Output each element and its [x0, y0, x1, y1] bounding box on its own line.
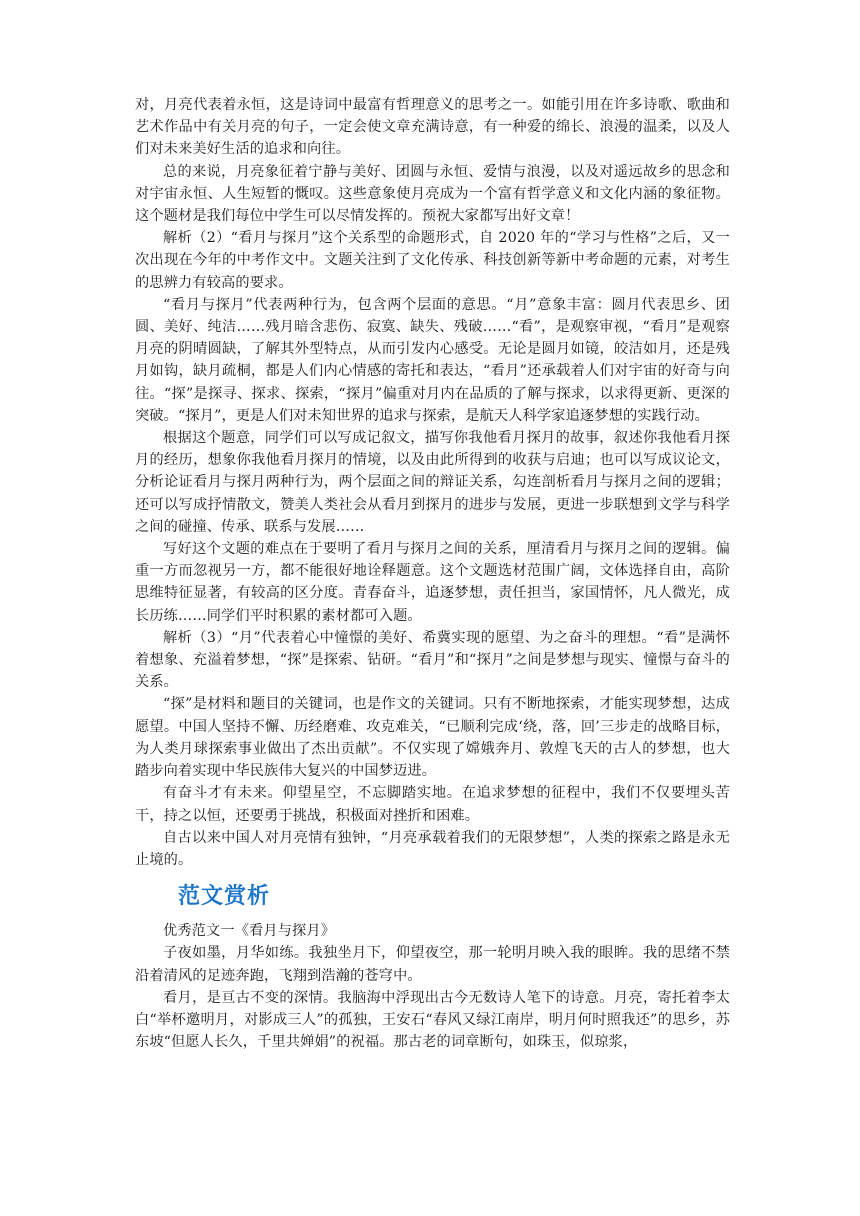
paragraph-analysis-2-meaning: “看月与探月”代表两种行为，包含两个层面的意思。“月”意象丰富：圆月代表思乡、团圆、美好、纯洁……残月暗含悲伤、寂寞、缺失、残破……“看”，是观察审视，“看月”是观察月亮的阴晴圆缺，了解其外型特点，从而引发内心感受。无论是圆月如镜，皎洁如月，还是残月如钩，缺月疏桐，都是人们内心情感的寄托和表达，“看月”还承载着人们对宇宙的好奇与向往。“探”是探寻、探求、探索，“探月”偏重对月内在品质的了解与探求，以求得更新、更深的突破。“探月”，更是人们对未知世界的追求与探索，是航天人科学家追逐梦想的实践行动。 [135, 296, 730, 424]
paragraph-analysis-2-difficulty: 写好这个文题的难点在于要明了看月与探月之间的关系，厘清看月与探月之间的逻辑。偏重一方而忽视另一方，都不能很好地诠释题意。这个文题选材范围广阔，文体选择自由，高阶思维特征显著，有较高的区分度。青春奋斗，追逐梦想，责任担当，家国情怀，凡人微光，成长历练……同学们平时积累的素材都可入题。 [135, 541, 730, 624]
essay-paragraph-watching-moon: 看月，是亘古不变的深情。我脑海中浮现出古今无数诗人笔下的诗意。月亮，寄托着李太白“举杯邀明月，对影成三人”的孤独，王安石“春风又绿江南岸，明月何时照我还”的思乡，苏东坡“但愿人长久，千里共婵娟”的祝福。那古老的词章断句，如珠玉，似琼浆， [135, 989, 730, 1051]
essay-title: 优秀范文一《看月与探月》 [163, 923, 336, 940]
paragraph-analysis-2-intro: 解析（2）“看月与探月”这个关系型的命题形式，自 2020 年的“学习与性格”之后，又一次出现在今年的中考作文中。文题关注到了文化传承、科技创新等新中考命题的元素，对考生的思辨力有较高的要求。 [135, 230, 730, 291]
section-heading-model-essays: 范文赏析 [178, 884, 271, 910]
paragraph-analysis-3-conclusion: 自古以来中国人对月亮情有独钟，“月亮承载着我们的无限梦想”，人类的探索之路是永无止境的。 [135, 829, 730, 868]
document-page [135, 94, 730, 1053]
essay-paragraph-opening: 子夜如墨，月华如练。我独坐月下，仰望夜空，那一轮明月映入我的眼眸。我的思绪不禁沿着清风的足迹奔跑，飞翔到浩瀚的苍穹中。 [135, 945, 730, 984]
paragraph-summary: 总的来说，月亮象征着宁静与美好、团圆与永恒、爱情与浪漫，以及对遥远故乡的思念和对宇宙永恒、人生短暂的慨叹。这些意象使月亮成为一个富有哲学意义和文化内涵的象征物。这个题材是我们每位中学生可以尽情发挥的。预祝大家都写出好文章！ [135, 163, 730, 225]
paragraph-analysis-3-intro: 解析（3）“月”代表着心中憧憬的美好、希冀实现的愿望、为之奋斗的理想。“看”是满怀着想象、充溢着梦想，“探”是探索、钻研。“看月”和“探月”之间是梦想与现实、憧憬与奋斗的关系。 [135, 629, 730, 691]
paragraph-analysis-3-keyword: “探”是材料和题目的关键词，也是作文的关键词。只有不断地探索，才能实现梦想，达成愿望。中国人坚持不懈、历经磨难、攻克难关，“已顺利完成‘绕，落，回’三步走的战略目标，为人类月球探索事业做出了杰出贡献”。不仅实现了嫦娥奔月、敦煌飞天的古人的梦想，也大踏步向着实现中华民族伟大复兴的中国梦迈进。 [135, 696, 730, 780]
paragraph-analysis-2-genres: 根据这个题意，同学们可以写成记叙文，描写你我他看月探月的故事，叙述你我他看月探月的经历，想象你我他看月探月的情境，以及由此所得到的收获与启迪；也可以写成议论文，分析论证看月与探月两种行为，两个层面之间的辩证关系，勾连剖析看月与探月之间的逻辑；还可以写成抒情散文，赞美人类社会从看月到探月的进步与发展，更进一步联想到文学与科学之间的碰撞、传承、联系与发展…… [135, 430, 730, 535]
paragraph-moon-eternity: 对，月亮代表着永恒，这是诗词中最富有哲理意义的思考之一。如能引用在许多诗歌、歌曲和艺术作品中有关月亮的句子，一定会使文章充满诗意，有一种爱的绵长、浪漫的温柔，以及人们对未来美好生活的追求和向往。 [135, 97, 730, 158]
paragraph-analysis-3-striving: 有奋斗才有未来。仰望星空，不忘脚踏实地。在追求梦想的征程中，我们不仅要埋头苦干，持之以恒，还要勇于挑战，积极面对挫折和困难。 [135, 785, 730, 824]
